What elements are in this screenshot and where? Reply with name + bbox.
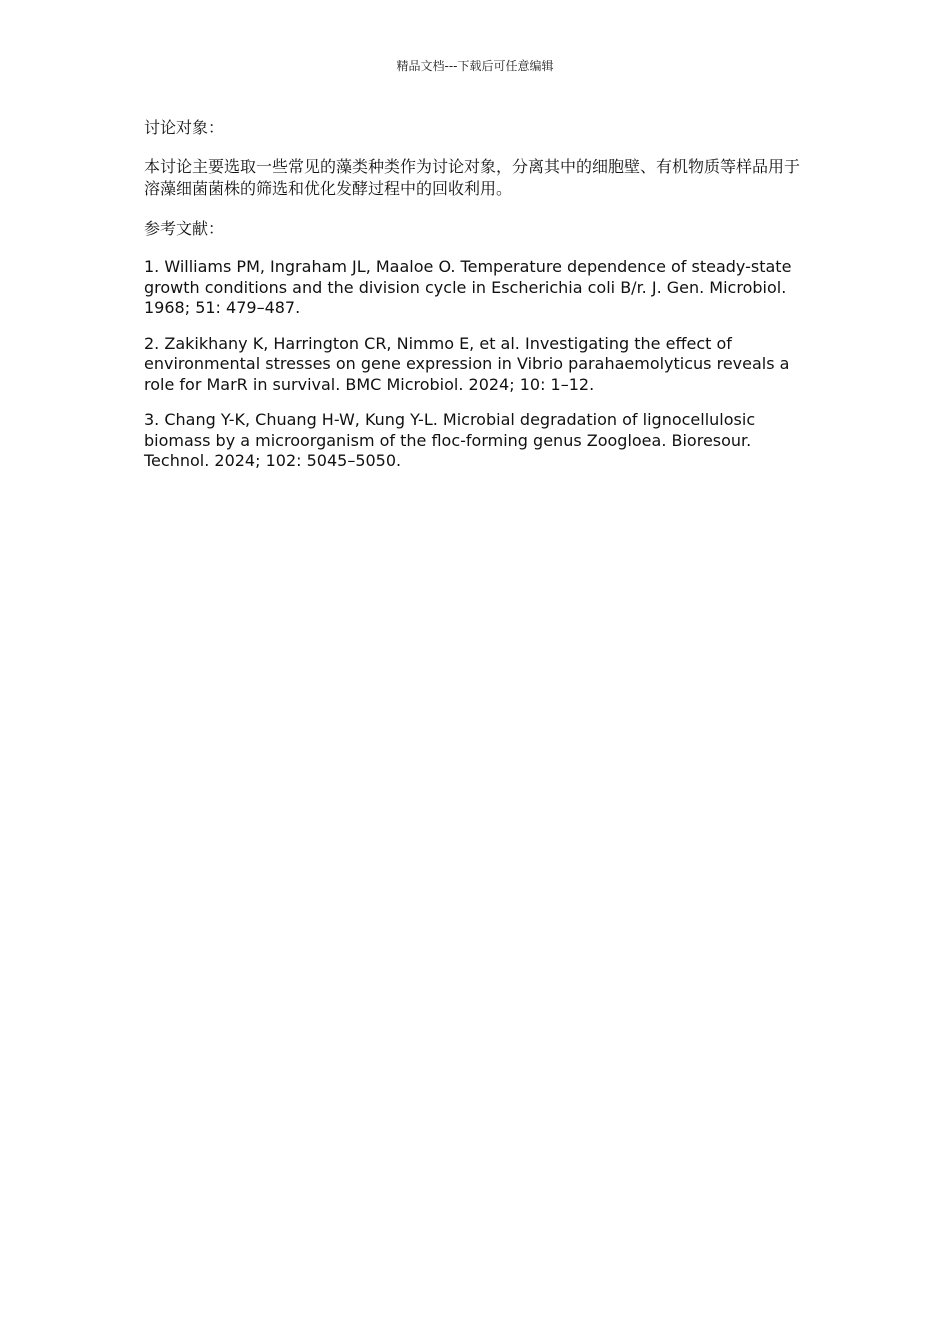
section-label-object: 讨论对象： <box>144 118 225 137</box>
reference-item-2: 2. Zakikhany K, Harrington CR, Nimmo E, et al. Investigating the effect of environmental stresses on gene expression in Vibrio parahaemolyticus reveals a role for MarR in survival. BMC Microbiol. 2024; 10: 1–12. <box>144 333 790 394</box>
document-body <box>144 117 800 487</box>
section-label-references: 参考文献： <box>144 219 225 238</box>
object-paragraph: 本讨论主要选取一些常见的藻类种类作为讨论对象，分离其中的细胞壁、有机物质等样品用于溶藻细菌菌株的筛选和优化发酵过程中的回收利用。 <box>144 157 801 198</box>
reference-item-1: 1. Williams PM, Ingraham JL, Maaloe O. Temperature dependence of steady-state growth conditions and the division cycle in Escherichia coli B/r. J. Gen. Microbiol. 1968; 51: 479–487. <box>144 257 792 317</box>
reference-list <box>144 257 800 472</box>
page-header: 精品文档---下载后可任意编辑 <box>396 59 554 73</box>
reference-item-3: 3. Chang Y-K, Chuang H-W, Kung Y-L. Microbial degradation of lignocellulosic biomass by a microorganism of the floc-forming genus Zoogloea. Bioresour. Technol. 2024; 102: 5045–5050. <box>144 410 756 470</box>
